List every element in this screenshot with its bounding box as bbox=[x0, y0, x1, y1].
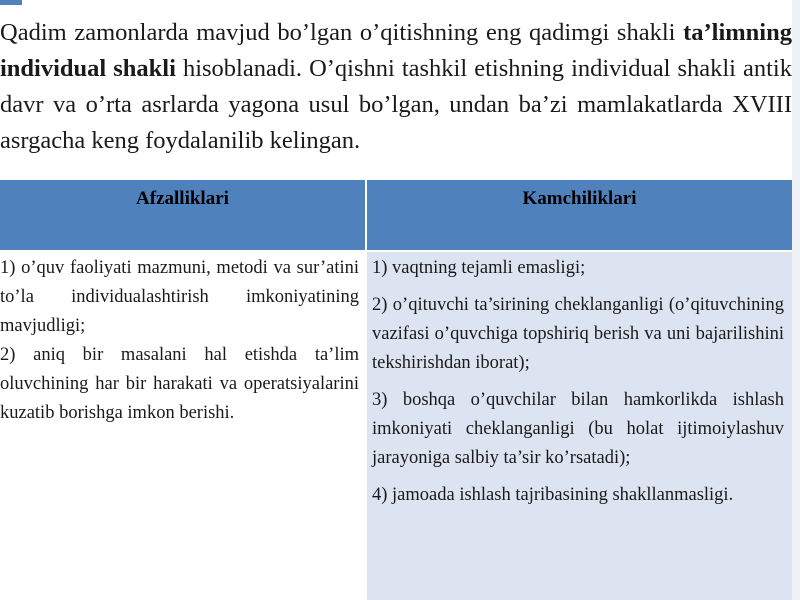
right-edge-strip bbox=[792, 0, 800, 600]
advantage-item: 1) o’quv faoliyati mazmuni, metodi va sur’atini to’la individualashtirish imkoniyatining mavjudligi; bbox=[0, 258, 359, 336]
advantage-item: 2) aniq bir masalani hal etishda ta’lim oluvchining har bir harakati va operatsiyalarini kuzatib borishga imkon berishi. bbox=[0, 345, 359, 423]
disadvantage-item: 3) boshqa o’quvchilar bilan hamkorlikda ishlash imkoniyati cheklanganligi (bu holat ijtimoiylashuv jarayoniga salbiy ta’sir ko’rsatadi); bbox=[372, 390, 784, 468]
disadvantages-cell bbox=[367, 252, 792, 600]
disadvantage-item: 2) o’qituvchi ta’sirining cheklanganligi (o’qituvchining vazifasi o’quvchiga topshiriq berish va uni bajarilishini tekshirishdan iborat); bbox=[372, 295, 784, 373]
disadvantage-item: 4) jamoada ishlash tajribasining shakllanmasligi. bbox=[372, 485, 734, 505]
corner-accent bbox=[0, 0, 22, 5]
header-advantages: Afzalliklari bbox=[0, 180, 365, 250]
advantages-cell bbox=[0, 252, 365, 600]
intro-paragraph bbox=[0, 15, 792, 159]
header-disadvantages: Kamchiliklari bbox=[367, 180, 792, 250]
intro-text-end: hisoblanadi. O’qishni tashkil etishning individual shakli antik davr va o’rta asrlarda yagona usul bo’lgan, undan ba’zi mamlakatlarda XVIII asrgacha keng foydalanilib kelingan. bbox=[0, 55, 792, 154]
disadvantage-item: 1) vaqtning tejamli emasligi; bbox=[372, 258, 586, 278]
intro-text-start: Qadim zamonlarda mavjud bo’lgan o’qitishning eng qadimgi shakli bbox=[0, 19, 684, 46]
comparison-table bbox=[0, 180, 792, 600]
intro-bold-term: ta’limning individual shakli bbox=[0, 19, 792, 82]
